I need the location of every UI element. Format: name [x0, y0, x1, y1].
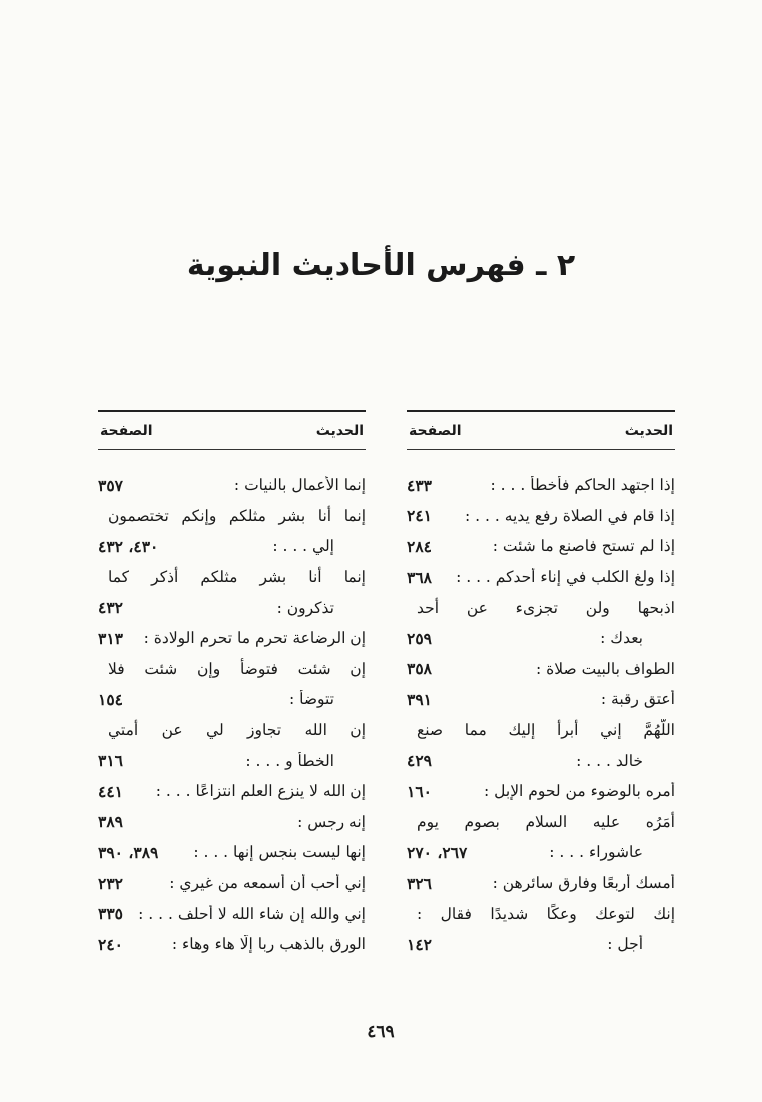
- page-ref: ٤٤١: [98, 781, 123, 801]
- hadith-text: الخطأ و . . . :: [245, 751, 334, 770]
- page-ref: ٣٨٩، ٣٩٠: [98, 842, 159, 862]
- page-ref: ٣٦٨: [407, 567, 432, 587]
- hadith-text: إنها ليست بنجس إنها . . . :: [193, 843, 366, 862]
- index-row: [407, 470, 675, 501]
- index-row: [407, 684, 675, 715]
- index-row: [407, 776, 675, 807]
- page-number: ٤٦٩: [367, 1022, 395, 1042]
- index-row: [407, 654, 675, 685]
- page-ref: ٢٤١: [407, 506, 432, 526]
- page-ref: ١٥٤: [98, 689, 123, 709]
- hadith-text: اللَّهُمَّ إني أبرأ إليك مما صنع: [417, 721, 675, 740]
- hadith-text: أجل :: [607, 935, 643, 954]
- index-row: [98, 898, 366, 929]
- hadith-text: إنما الأعمال بالنيات :: [233, 476, 366, 495]
- index-row: [98, 562, 366, 593]
- header-page: الصفحة: [409, 422, 462, 439]
- page-ref: ٣٥٨: [407, 659, 432, 679]
- index-row: [407, 592, 675, 623]
- hadith-text: إنما أنا بشر مثلكم أذكر كما: [108, 568, 366, 587]
- index-row: [407, 745, 675, 776]
- hadith-text: الورق بالذهب ربا إلّا هاء وهاء :: [171, 935, 366, 954]
- hadith-text: إن الرضاعة تحرم ما تحرم الولادة :: [143, 629, 366, 648]
- index-row: [407, 807, 675, 838]
- hadith-text: إنما أنا بشر مثلكم وإنكم تختصمون: [108, 506, 366, 525]
- index-row: [98, 807, 366, 838]
- page-ref: ٣٣٥: [98, 904, 123, 924]
- index-row: [407, 501, 675, 532]
- index-row: [407, 562, 675, 593]
- page-ref: ٣٢٦: [407, 873, 432, 893]
- page-ref: ٤٣٣: [407, 475, 432, 495]
- column-header: [98, 410, 366, 450]
- page-ref: ٣٥٧: [98, 475, 123, 495]
- page-ref: ٢٤٠: [98, 934, 123, 954]
- hadith-text: إن شئت فتوضأ وإن شئت فلا: [108, 659, 366, 678]
- hadith-text: إن الله لا ينزع العلم انتزاعًا . . . :: [155, 782, 366, 801]
- index-row: [98, 623, 366, 654]
- hadith-text: أمره بالوضوء من لحوم الإبل :: [484, 782, 675, 801]
- page-ref: ٢٦٧، ٢٧٠: [407, 842, 468, 862]
- hadith-text: إني أحب أن أسمعه من غيري :: [169, 874, 366, 893]
- hadith-text: بعدك :: [600, 629, 643, 648]
- index-row: [407, 868, 675, 899]
- index-row: [98, 776, 366, 807]
- hadith-text: إذا اجتهد الحاكم فأخطأ . . . :: [490, 476, 675, 495]
- page-ref: ٢٣٢: [98, 873, 123, 893]
- page-title: ٢ ـ فهرس الأحاديث النبوية: [186, 248, 576, 283]
- index-column-right: [407, 410, 675, 960]
- index-column-left: [98, 410, 366, 960]
- page-ref: ٤٣٠، ٤٣٢: [98, 536, 159, 556]
- index-row: [407, 623, 675, 654]
- index-row: [407, 898, 675, 929]
- page-ref: ٣٨٩: [98, 812, 123, 832]
- page-ref: ٣١٣: [98, 628, 123, 648]
- page-ref: ٢٥٩: [407, 628, 432, 648]
- hadith-text: إلي . . . :: [272, 537, 334, 556]
- index-row: [98, 715, 366, 746]
- hadith-text: إنك لتوعك وعكًا شديدًا فقال :: [417, 904, 675, 923]
- hadith-text: عاشوراء . . . :: [549, 843, 643, 862]
- index-row: [98, 531, 366, 562]
- hadith-text: أعتق رقبة :: [600, 690, 675, 709]
- hadith-text: أَمَرُه عليه السلام بصوم يوم: [417, 812, 675, 831]
- index-row: [98, 592, 366, 623]
- page-ref: ١٦٠: [407, 781, 432, 801]
- hadith-text: الطواف بالبيت صلاة :: [536, 659, 675, 678]
- index-row: [98, 868, 366, 899]
- hadith-text: إذا قام في الصلاة رفع يديه . . . :: [465, 506, 675, 525]
- hadith-text: إن الله تجاوز لي عن أمتي: [108, 721, 366, 740]
- index-row: [98, 470, 366, 501]
- hadith-text: إنه رجس :: [297, 812, 366, 831]
- index-row: [407, 929, 675, 960]
- index-row: [98, 654, 366, 685]
- index-row: [98, 929, 366, 960]
- hadith-text: إذا لم تستح فاصنع ما شئت :: [492, 537, 675, 556]
- page-ref: ٣٩١: [407, 689, 432, 709]
- hadith-text: أمسك أربعًا وفارق سائرهن :: [492, 874, 675, 893]
- page-ref: ٤٢٩: [407, 751, 432, 771]
- index-row: [407, 837, 675, 868]
- hadith-text: خالد . . . :: [576, 751, 643, 770]
- column-header: [407, 410, 675, 450]
- index-row: [407, 715, 675, 746]
- header-page: الصفحة: [100, 422, 153, 439]
- index-row: [98, 684, 366, 715]
- hadith-text: إني والله إن شاء الله لا أحلف . . . :: [138, 904, 366, 923]
- index-row: [98, 745, 366, 776]
- page-ref: ١٤٢: [407, 934, 432, 954]
- header-hadith: الحديث: [624, 422, 673, 439]
- page-ref: ٣١٦: [98, 751, 123, 771]
- index-row: [98, 501, 366, 532]
- index-row: [98, 837, 366, 868]
- hadith-text: تذكرون :: [276, 598, 334, 617]
- hadith-text: اذبحها ولن تجزىء عن أحد: [417, 598, 675, 617]
- hadith-text: إذا ولغ الكلب في إناء أحدكم . . . :: [456, 568, 675, 587]
- page-ref: ٢٨٤: [407, 536, 432, 556]
- hadith-text: تتوضأ :: [288, 690, 334, 709]
- page-ref: ٤٣٢: [98, 598, 123, 618]
- index-row: [407, 531, 675, 562]
- header-hadith: الحديث: [315, 422, 364, 439]
